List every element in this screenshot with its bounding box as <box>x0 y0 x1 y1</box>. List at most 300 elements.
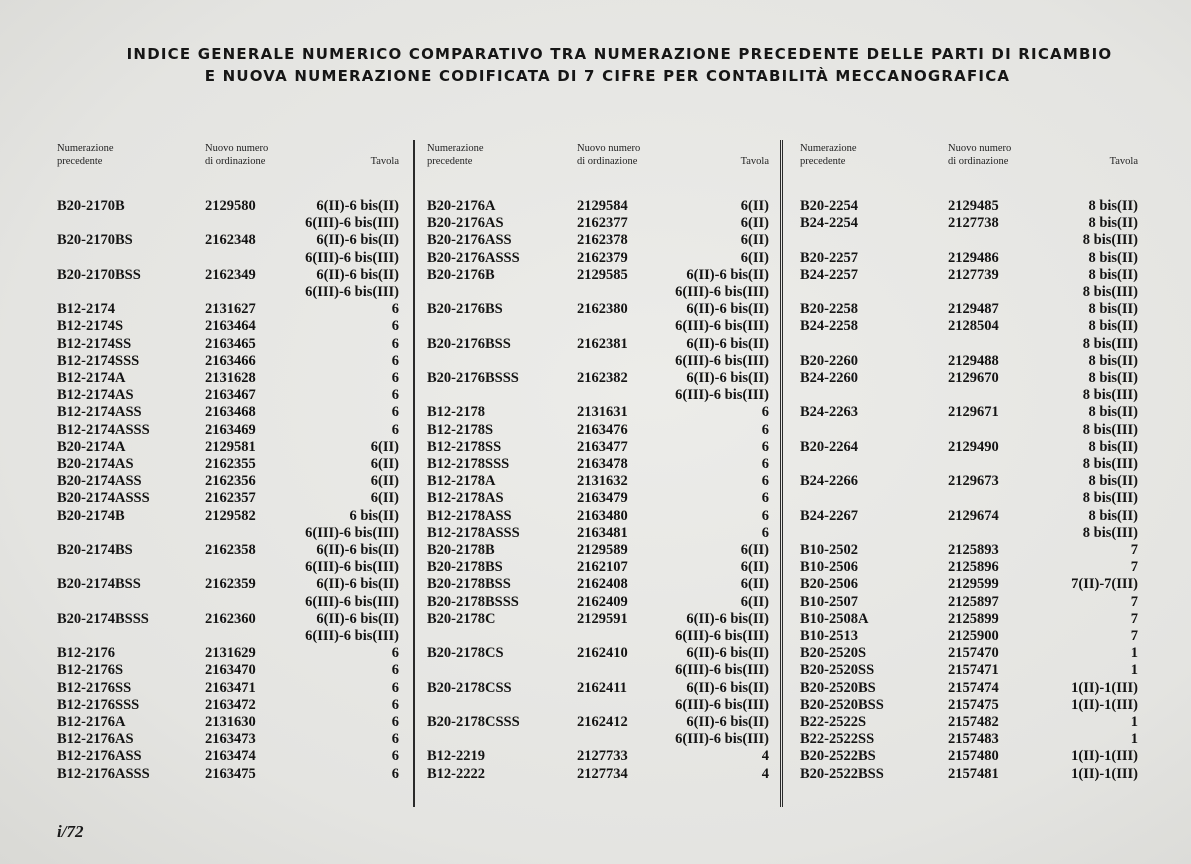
index-row <box>427 250 769 267</box>
new-order-number: 2163479 <box>577 490 628 507</box>
tavola-value: 6(III)-6 bis(III) <box>305 249 399 266</box>
tavola-value: 6(III)-6 bis(III) <box>675 387 769 404</box>
previous-number: B20-2260 <box>800 352 858 369</box>
previous-number: B12-2176S <box>57 662 124 679</box>
tavola-value: 6(III)-6 bis(III) <box>305 559 399 576</box>
index-row <box>427 680 769 697</box>
index-row <box>57 318 399 335</box>
tavola-value: 6 <box>761 421 769 438</box>
new-order-number: 2131632 <box>577 473 628 490</box>
index-row <box>57 542 399 559</box>
index-row <box>57 439 399 456</box>
index-row <box>427 628 769 645</box>
index-row <box>57 611 399 628</box>
index-row <box>427 198 769 215</box>
index-row <box>57 766 399 783</box>
new-order-number: 2128504 <box>948 318 999 335</box>
previous-number: B12-2178A <box>427 473 496 490</box>
index-row <box>800 542 1138 559</box>
previous-number: B20-2178BS <box>427 559 503 576</box>
tavola-value: 6 <box>391 370 399 386</box>
tavola-value: 8 bis(II) <box>1088 507 1138 524</box>
previous-number: B20-2176AS <box>427 215 504 232</box>
index-row <box>800 336 1138 353</box>
tavola-value: 6(II)-6 bis(II) <box>686 645 769 662</box>
tavola-value: 7 <box>1130 559 1138 576</box>
new-order-number: 2163470 <box>205 662 256 679</box>
new-order-number: 2131630 <box>205 714 256 730</box>
tavola-value: 6(II)-6 bis(II) <box>316 542 399 558</box>
index-row <box>800 714 1138 731</box>
index-row <box>427 404 769 421</box>
previous-number: B20-2520SS <box>800 662 875 679</box>
new-order-number: 2163480 <box>577 507 628 524</box>
index-row <box>427 284 769 301</box>
new-order-number: 2129599 <box>948 576 999 593</box>
tavola-value: 7 <box>1130 593 1138 610</box>
previous-number: B20-2254 <box>800 198 858 214</box>
new-order-number: 2163474 <box>205 748 256 765</box>
previous-number: B20-2178C <box>427 610 496 627</box>
new-order-number: 2162379 <box>577 249 628 266</box>
previous-number: B12-2178 <box>427 404 485 421</box>
previous-number: B22-2522SS <box>800 731 875 748</box>
previous-number: B20-2520BSS <box>800 696 884 713</box>
tavola-value: 6(II)-6 bis(II) <box>316 232 399 249</box>
index-row <box>57 714 399 731</box>
previous-number: B12-2176SSS <box>57 696 140 713</box>
index-row <box>427 232 769 249</box>
tavola-value: 8 bis(II) <box>1088 404 1138 421</box>
tavola-value: 6 <box>761 438 769 455</box>
tavola-value: 8 bis(III) <box>1082 490 1138 507</box>
index-row <box>427 473 769 490</box>
tavola-value: 8 bis(II) <box>1088 301 1138 318</box>
tavola-value: 6 <box>391 731 399 748</box>
new-order-number: 2163464 <box>205 318 256 335</box>
index-row <box>800 353 1138 370</box>
new-order-number: 2157480 <box>948 748 999 765</box>
header-tavola-label: Tavola <box>1109 156 1138 167</box>
new-order-number: 2162377 <box>577 215 628 232</box>
previous-number: B20-2178CS <box>427 645 504 662</box>
new-order-number: 2163468 <box>205 404 256 421</box>
index-row <box>427 422 769 439</box>
tavola-value: 6(III)-6 bis(III) <box>305 524 399 541</box>
tavola-value: 6(III)-6 bis(III) <box>305 593 399 610</box>
index-row <box>427 215 769 232</box>
new-order-number: 2125893 <box>948 542 999 558</box>
header-new-label: Nuovo numero di ordinazione <box>577 143 641 167</box>
tavola-value: 6 <box>391 748 399 765</box>
column-divider <box>413 140 415 807</box>
header-tavola-label: Tavola <box>740 156 769 167</box>
new-order-number: 2129486 <box>948 249 999 266</box>
new-order-number: 2129670 <box>948 370 999 386</box>
new-order-number: 2129591 <box>577 610 628 627</box>
index-row <box>800 284 1138 301</box>
previous-number: B12-2176ASSS <box>57 765 150 782</box>
previous-number: B20-2176BSSS <box>427 370 519 386</box>
previous-number: B20-2176B <box>427 266 495 283</box>
tavola-value: 6(III)-6 bis(III) <box>675 662 769 679</box>
index-row <box>427 731 769 748</box>
new-order-number: 2157483 <box>948 731 999 748</box>
tavola-value: 6(III)-6 bis(III) <box>675 696 769 713</box>
index-row <box>427 490 769 507</box>
new-order-number: 2162360 <box>205 610 256 627</box>
new-order-number: 2127733 <box>577 748 628 765</box>
previous-number: B24-2263 <box>800 404 858 421</box>
index-row <box>57 353 399 370</box>
new-order-number: 2129674 <box>948 507 999 524</box>
previous-number: B12-2178S <box>427 421 494 438</box>
new-order-number: 2162380 <box>577 301 628 318</box>
new-order-number: 2129485 <box>948 198 999 214</box>
previous-number: B10-2502 <box>800 542 858 558</box>
index-row <box>427 387 769 404</box>
index-row <box>800 645 1138 662</box>
previous-number: B20-2174BS <box>57 542 133 558</box>
index-row <box>427 439 769 456</box>
tavola-value: 8 bis(II) <box>1088 473 1138 490</box>
tavola-value: 1(II)-1(III) <box>1071 765 1138 782</box>
index-row <box>800 473 1138 490</box>
new-order-number: 2162408 <box>577 576 628 593</box>
tavola-value: 4 <box>761 748 769 765</box>
tavola-value: 6 <box>391 679 399 696</box>
new-order-number: 2162411 <box>577 679 627 696</box>
tavola-value: 6(II) <box>740 232 769 249</box>
tavola-value: 8 bis(III) <box>1082 421 1138 438</box>
new-order-number: 2163466 <box>205 352 256 369</box>
previous-number: B12-2176ASS <box>57 748 142 765</box>
header-tavola-label: Tavola <box>370 156 399 167</box>
previous-number: B20-2257 <box>800 249 858 266</box>
tavola-value: 7 <box>1130 610 1138 627</box>
new-order-number: 2162409 <box>577 593 628 610</box>
index-row <box>57 267 399 284</box>
index-row <box>800 731 1138 748</box>
index-row <box>57 284 399 301</box>
previous-number: B20-2178BSS <box>427 576 511 593</box>
tavola-value: 8 bis(II) <box>1088 370 1138 386</box>
new-order-number: 2162349 <box>205 266 256 283</box>
tavola-value: 6 <box>391 714 399 730</box>
previous-number: B24-2257 <box>800 266 858 283</box>
new-order-number: 2163478 <box>577 456 628 472</box>
index-row <box>57 508 399 525</box>
tavola-value: 6 <box>761 507 769 524</box>
index-row <box>800 628 1138 645</box>
index-row <box>800 662 1138 679</box>
index-row <box>427 318 769 335</box>
new-order-number: 2163467 <box>205 387 256 404</box>
new-order-number: 2162412 <box>577 714 628 730</box>
index-row <box>57 594 399 611</box>
index-row <box>800 594 1138 611</box>
index-row <box>800 576 1138 593</box>
index-row <box>427 508 769 525</box>
tavola-value: 6(II)-6 bis(II) <box>686 370 769 386</box>
previous-number: B20-2522BSS <box>800 765 884 782</box>
previous-number: B20-2176BS <box>427 301 503 318</box>
index-row <box>57 336 399 353</box>
previous-number: B24-2267 <box>800 507 858 524</box>
index-column-2 <box>427 0 769 864</box>
header-prev-label: Numerazione precedente <box>427 143 484 167</box>
header-new-label: Nuovo numero di ordinazione <box>948 143 1012 167</box>
index-row <box>57 473 399 490</box>
previous-number: B20-2506 <box>800 576 858 593</box>
tavola-value: 6(II) <box>740 542 769 558</box>
previous-number: B20-2178B <box>427 542 495 558</box>
tavola-value: 6 <box>761 490 769 507</box>
previous-number: B24-2260 <box>800 370 858 386</box>
index-title-line-1: INDICE GENERALE NUMERICO COMPARATIVO TRA NUMERAZIONE PRECEDENTE DELLE PARTI DI RICAMBIO <box>126 45 1113 63</box>
index-row <box>57 748 399 765</box>
new-order-number: 2131627 <box>205 301 256 318</box>
tavola-value: 8 bis(III) <box>1082 335 1138 352</box>
index-row <box>800 301 1138 318</box>
new-order-number: 2127738 <box>948 215 999 232</box>
index-row <box>800 490 1138 507</box>
header-new-label: Nuovo numero di ordinazione <box>205 143 269 167</box>
previous-number: B20-2170BSS <box>57 266 141 283</box>
tavola-value: 8 bis(III) <box>1082 456 1138 472</box>
new-order-number: 2162410 <box>577 645 628 662</box>
tavola-value: 6(II)-6 bis(II) <box>686 714 769 730</box>
tavola-value: 6(II)-6 bis(II) <box>316 266 399 283</box>
index-row <box>427 766 769 783</box>
tavola-value: 1 <box>1130 662 1138 679</box>
new-order-number: 2129580 <box>205 198 256 214</box>
new-order-number: 2157471 <box>948 662 999 679</box>
index-row <box>800 198 1138 215</box>
index-row <box>427 559 769 576</box>
tavola-value: 6(II) <box>740 198 769 214</box>
tavola-value: 6(II)-6 bis(II) <box>316 610 399 627</box>
previous-number: B12-2222 <box>427 765 485 782</box>
previous-number: B24-2254 <box>800 215 858 232</box>
previous-number: B22-2522S <box>800 714 867 730</box>
tavola-value: 6 <box>391 645 399 662</box>
previous-number: B20-2174B <box>57 507 125 524</box>
new-order-number: 2157470 <box>948 645 999 662</box>
index-row <box>57 576 399 593</box>
index-row <box>427 336 769 353</box>
index-row <box>57 198 399 215</box>
tavola-value: 6 <box>391 335 399 352</box>
index-row <box>57 250 399 267</box>
tavola-value: 6(III)-6 bis(III) <box>675 628 769 644</box>
previous-number: B12-2174AS <box>57 387 134 404</box>
previous-number: B12-2176AS <box>57 731 134 748</box>
index-row <box>427 456 769 473</box>
page-number: i/72 <box>57 822 84 841</box>
previous-number: B12-2178ASS <box>427 507 512 524</box>
previous-number: B20-2178BSSS <box>427 593 519 610</box>
tavola-value: 6(II)-6 bis(II) <box>686 335 769 352</box>
index-row <box>800 404 1138 421</box>
tavola-value: 6 <box>391 421 399 438</box>
new-order-number: 2129487 <box>948 301 999 318</box>
index-row <box>427 697 769 714</box>
index-row <box>800 370 1138 387</box>
tavola-value: 8 bis(III) <box>1082 524 1138 541</box>
index-row <box>57 370 399 387</box>
previous-number: B10-2507 <box>800 593 858 610</box>
previous-number: B12-2174ASSS <box>57 421 150 438</box>
index-row <box>800 766 1138 783</box>
tavola-value: 8 bis(III) <box>1082 284 1138 300</box>
previous-number: B20-2170B <box>57 198 125 214</box>
previous-number: B12-2174A <box>57 370 126 386</box>
new-order-number: 2129490 <box>948 438 999 455</box>
tavola-value: 8 bis(II) <box>1088 438 1138 455</box>
index-row <box>427 594 769 611</box>
index-row <box>57 525 399 542</box>
tavola-value: 6 bis(II) <box>349 507 399 524</box>
tavola-value: 6 <box>391 662 399 679</box>
tavola-value: 6(II) <box>740 215 769 232</box>
new-order-number: 2157475 <box>948 696 999 713</box>
index-row <box>57 422 399 439</box>
previous-number: B20-2174ASS <box>57 473 142 490</box>
tavola-value: 1 <box>1130 645 1138 662</box>
tavola-value: 6(III)-6 bis(III) <box>675 731 769 748</box>
new-order-number: 2163469 <box>205 421 256 438</box>
previous-number: B20-2174BSS <box>57 576 141 593</box>
tavola-value: 6(III)-6 bis(III) <box>675 318 769 335</box>
index-row <box>57 456 399 473</box>
previous-number: B12-2174ASS <box>57 404 142 421</box>
previous-number: B12-2176SS <box>57 679 132 696</box>
tavola-value: 6(II)-6 bis(II) <box>316 198 399 214</box>
previous-number: B10-2508A <box>800 610 869 627</box>
previous-number: B10-2513 <box>800 628 858 644</box>
tavola-value: 6(III)-6 bis(III) <box>675 352 769 369</box>
index-row <box>800 525 1138 542</box>
tavola-value: 6(II) <box>740 249 769 266</box>
new-order-number: 2131628 <box>205 370 256 386</box>
tavola-value: 7 <box>1130 628 1138 644</box>
index-row <box>57 232 399 249</box>
tavola-value: 1(II)-1(III) <box>1071 696 1138 713</box>
tavola-value: 6(II)-6 bis(II) <box>686 301 769 318</box>
header-prev-label: Numerazione precedente <box>800 143 857 167</box>
tavola-value: 8 bis(II) <box>1088 249 1138 266</box>
previous-number: B12-2178SSS <box>427 456 510 472</box>
tavola-value: 8 bis(III) <box>1082 232 1138 249</box>
tavola-value: 6(III)-6 bis(III) <box>305 284 399 300</box>
new-order-number: 2162382 <box>577 370 628 386</box>
index-row <box>800 559 1138 576</box>
index-row <box>427 662 769 679</box>
tavola-value: 6(III)-6 bis(III) <box>305 628 399 644</box>
previous-number: B20-2174A <box>57 438 126 455</box>
new-order-number: 2157481 <box>948 765 999 782</box>
index-row <box>427 525 769 542</box>
new-order-number: 2129671 <box>948 404 999 421</box>
tavola-value: 6 <box>391 352 399 369</box>
index-row <box>57 490 399 507</box>
previous-number: B12-2178AS <box>427 490 504 507</box>
index-row <box>427 353 769 370</box>
tavola-value: 1(II)-1(III) <box>1071 748 1138 765</box>
tavola-value: 6(II) <box>740 559 769 576</box>
tavola-value: 6(III)-6 bis(III) <box>675 284 769 300</box>
tavola-value: 6(III)-6 bis(III) <box>305 215 399 232</box>
index-row <box>800 387 1138 404</box>
index-row <box>800 267 1138 284</box>
tavola-value: 6 <box>761 404 769 421</box>
index-row <box>800 456 1138 473</box>
new-order-number: 2163473 <box>205 731 256 748</box>
new-order-number: 2131629 <box>205 645 256 662</box>
index-row <box>57 559 399 576</box>
index-row <box>800 680 1138 697</box>
previous-number: B12-2174SSS <box>57 352 140 369</box>
tavola-value: 6(II) <box>370 438 399 455</box>
previous-number: B20-2264 <box>800 438 858 455</box>
new-order-number: 2125897 <box>948 593 999 610</box>
previous-number: B20-2176ASSS <box>427 249 520 266</box>
tavola-value: 6 <box>761 473 769 490</box>
new-order-number: 2129488 <box>948 352 999 369</box>
new-order-number: 2157482 <box>948 714 999 730</box>
index-row <box>800 508 1138 525</box>
new-order-number: 2129589 <box>577 542 628 558</box>
previous-number: B12-2174S <box>57 318 124 335</box>
tavola-value: 1(II)-1(III) <box>1071 679 1138 696</box>
index-row <box>800 232 1138 249</box>
tavola-value: 6(II) <box>370 473 399 490</box>
new-order-number: 2162359 <box>205 576 256 593</box>
previous-number: B12-2176A <box>57 714 126 730</box>
tavola-value: 6 <box>391 387 399 404</box>
index-row <box>800 318 1138 335</box>
new-order-number: 2162348 <box>205 232 256 249</box>
tavola-value: 6 <box>391 301 399 318</box>
tavola-value: 8 bis(II) <box>1088 318 1138 335</box>
index-row <box>57 628 399 645</box>
index-row <box>57 387 399 404</box>
new-order-number: 2163465 <box>205 335 256 352</box>
tavola-value: 6(II)-6 bis(II) <box>316 576 399 593</box>
new-order-number: 2129585 <box>577 266 628 283</box>
previous-number: B12-2178ASSS <box>427 524 520 541</box>
index-row <box>427 267 769 284</box>
index-row <box>427 542 769 559</box>
previous-number: B12-2176 <box>57 645 115 662</box>
tavola-value: 6 <box>391 404 399 421</box>
previous-number: B24-2266 <box>800 473 858 490</box>
new-order-number: 2163475 <box>205 765 256 782</box>
new-order-number: 2162381 <box>577 335 628 352</box>
index-row <box>57 645 399 662</box>
index-row <box>427 645 769 662</box>
index-row <box>57 215 399 232</box>
previous-number: B20-2174AS <box>57 456 134 472</box>
previous-number: B20-2174ASSS <box>57 490 150 507</box>
new-order-number: 2157474 <box>948 679 999 696</box>
previous-number: B24-2258 <box>800 318 858 335</box>
new-order-number: 2163472 <box>205 696 256 713</box>
index-row <box>427 611 769 628</box>
previous-number: B20-2176ASS <box>427 232 512 249</box>
index-row <box>57 301 399 318</box>
